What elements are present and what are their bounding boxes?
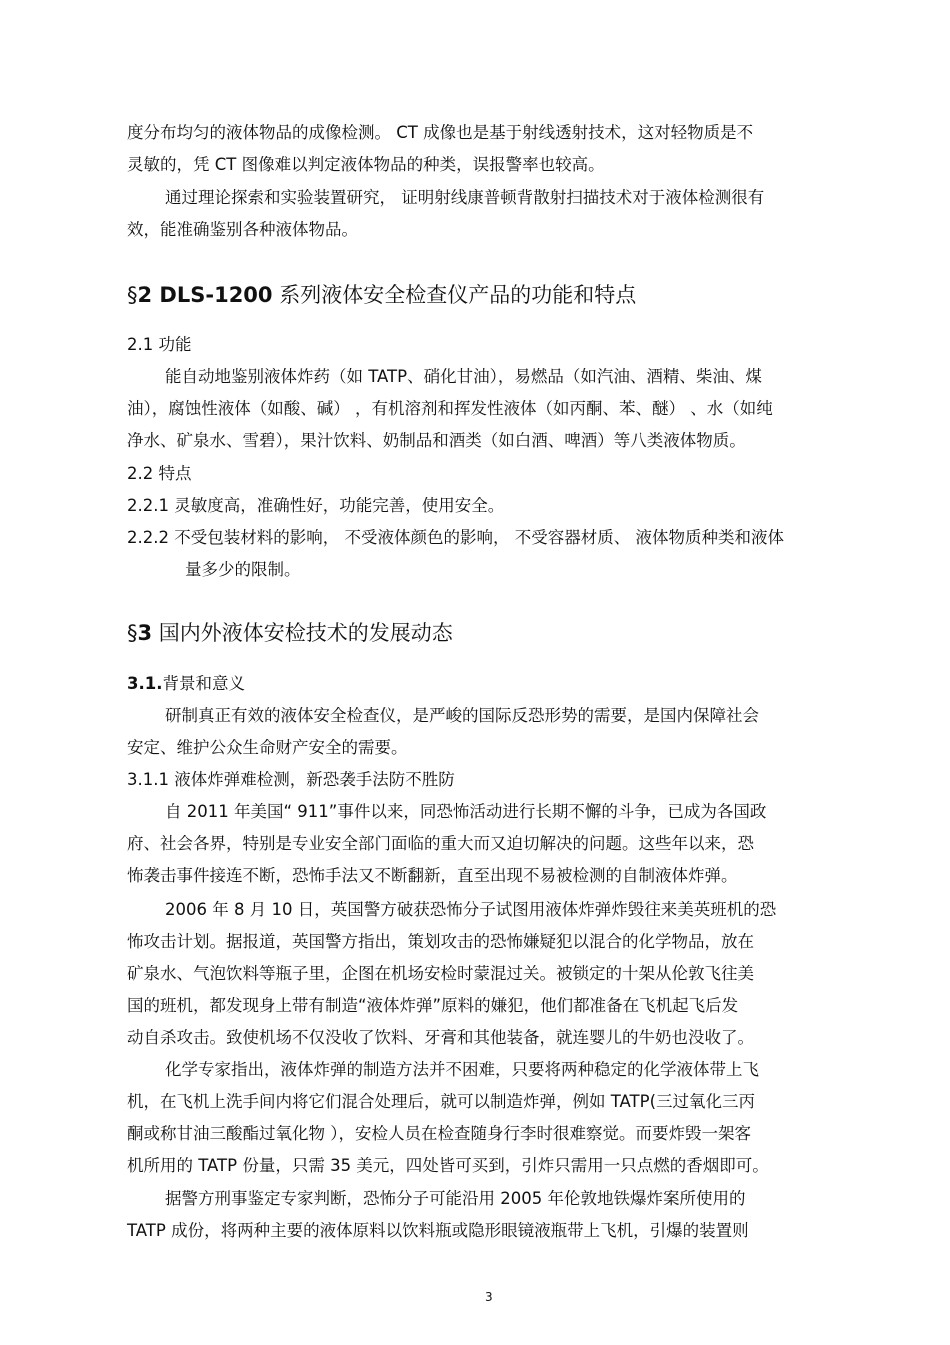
paragraph-line: 研制真正有效的液体安全检查仪，是严峻的国际反恐形势的需要，是国内保障社会	[165, 706, 759, 725]
section-title: 国内外液体安检技术的发展动态	[152, 621, 453, 645]
section-heading-3	[127, 619, 453, 647]
paragraph-line: 度分布均匀的液体物品的成像检测。 CT 成像也是基于射线透射技术，这对轻物质是不	[127, 123, 754, 142]
paragraph-line: 怖攻击计划。据报道，英国警方指出，策划攻击的恐怖嫌疑犯以混合的化学物品，放在	[127, 932, 754, 951]
paragraph-line: 效，能准确鉴别各种液体物品。	[127, 220, 358, 239]
paragraph-line: 能自动地鉴别液体炸药（如 TATP、硝化甘油），易燃品（如汽油、酒精、柴油、煤	[165, 367, 762, 386]
subsection-heading	[127, 673, 245, 695]
paragraph-line: 机所用的 TATP 份量，只需 35 美元，四处皆可买到，引炸只需用一只点燃的香烟即可。	[127, 1156, 769, 1175]
paragraph-line: 动自杀攻击。致使机场不仅没收了饮料、牙膏和其他装备，就连婴儿的牛奶也没收了。	[127, 1028, 754, 1047]
section-symbol: §	[127, 621, 138, 645]
paragraph-line: 灵敏的，凭 CT 图像难以判定液体物品的种类，误报警率也较高。	[127, 155, 605, 174]
paragraph-line: 净水、矿泉水、雪碧），果汁饮料、奶制品和酒类（如白酒、啤酒）等八类液体物质。	[127, 431, 746, 450]
section-number: 3	[137, 621, 153, 645]
paragraph-line: 油），腐蚀性液体（如酸、碱） ，有机溶剂和挥发性液体（如丙酮、苯、醚） 、水（如纯	[127, 399, 773, 418]
section-number: 2 DLS-1200	[137, 283, 273, 307]
section-title: 系列液体安全检查仪产品的功能和特点	[272, 283, 637, 307]
section-heading-2	[127, 281, 636, 309]
list-item: 2.2.1 灵敏度高，准确性好，功能完善，使用安全。	[127, 496, 505, 515]
paragraph-line: TATP 成份，将两种主要的液体原料以饮料瓶或隐形眼镜液瓶带上飞机，引爆的装置则	[127, 1221, 749, 1240]
list-item: 2.2.2 不受包装材料的影响， 不受液体颜色的影响， 不受容器材质、 液体物质种类和液体	[127, 528, 784, 547]
page-number: 3	[485, 1290, 493, 1304]
paragraph-line: 通过理论探索和实验装置研究， 证明射线康普顿背散射扫描技术对于液体检测很有	[165, 188, 765, 207]
paragraph-line: 怖袭击事件接连不断，恐怖手法又不断翻新，直至出现不易被检测的自制液体炸弹。	[127, 866, 738, 885]
subsection-number: 3.1.	[127, 674, 163, 693]
paragraph-line: 矿泉水、气泡饮料等瓶子里，企图在机场安检时蒙混过关。被锁定的十架从伦敦飞往美	[127, 964, 754, 983]
paragraph-line: 据警方刑事鉴定专家判断，恐怖分子可能沿用 2005 年伦敦地铁爆炸案所使用的	[165, 1189, 746, 1208]
paragraph-line: 府、社会各界，特别是专业安全部门面临的重大而又迫切解决的问题。这些年以来，恐	[127, 834, 754, 853]
subsection-heading: 3.1.1 液体炸弹难检测，新恐袭手法防不胜防	[127, 770, 455, 789]
paragraph-line: 机，在飞机上洗手间内将它们混合处理后，就可以制造炸弹，例如 TATP(三过氧化三丙	[127, 1092, 756, 1111]
subsection-heading: 2.2 特点	[127, 464, 192, 483]
subsection-heading: 2.1 功能	[127, 335, 192, 354]
paragraph-line: 自 2011 年美国“ 911”事件以来，同恐怖活动进行长期不懈的斗争，已成为各国政	[165, 802, 767, 821]
paragraph-line: 安定、维护公众生命财产安全的需要。	[127, 738, 408, 757]
paragraph-line: 酮或称甘油三酸酯过氧化物 ），安检人员在检查随身行李时很难察觉。而要炸毁一架客	[127, 1124, 751, 1143]
list-item-continuation: 量多少的限制。	[185, 560, 301, 579]
section-symbol: §	[127, 283, 138, 307]
paragraph-line: 国的班机，都发现身上带有制造“液体炸弹”原料的嫌犯，他们都准备在飞机起飞后发	[127, 996, 739, 1015]
paragraph-line: 化学专家指出，液体炸弹的制造方法并不困难，只要将两种稳定的化学液体带上飞	[165, 1060, 759, 1079]
subsection-title: 背景和意义	[162, 674, 245, 693]
paragraph-line: 2006 年 8 月 10 日，英国警方破获恐怖分子试图用液体炸弹炸毁往来美英班机的恐	[165, 900, 777, 919]
